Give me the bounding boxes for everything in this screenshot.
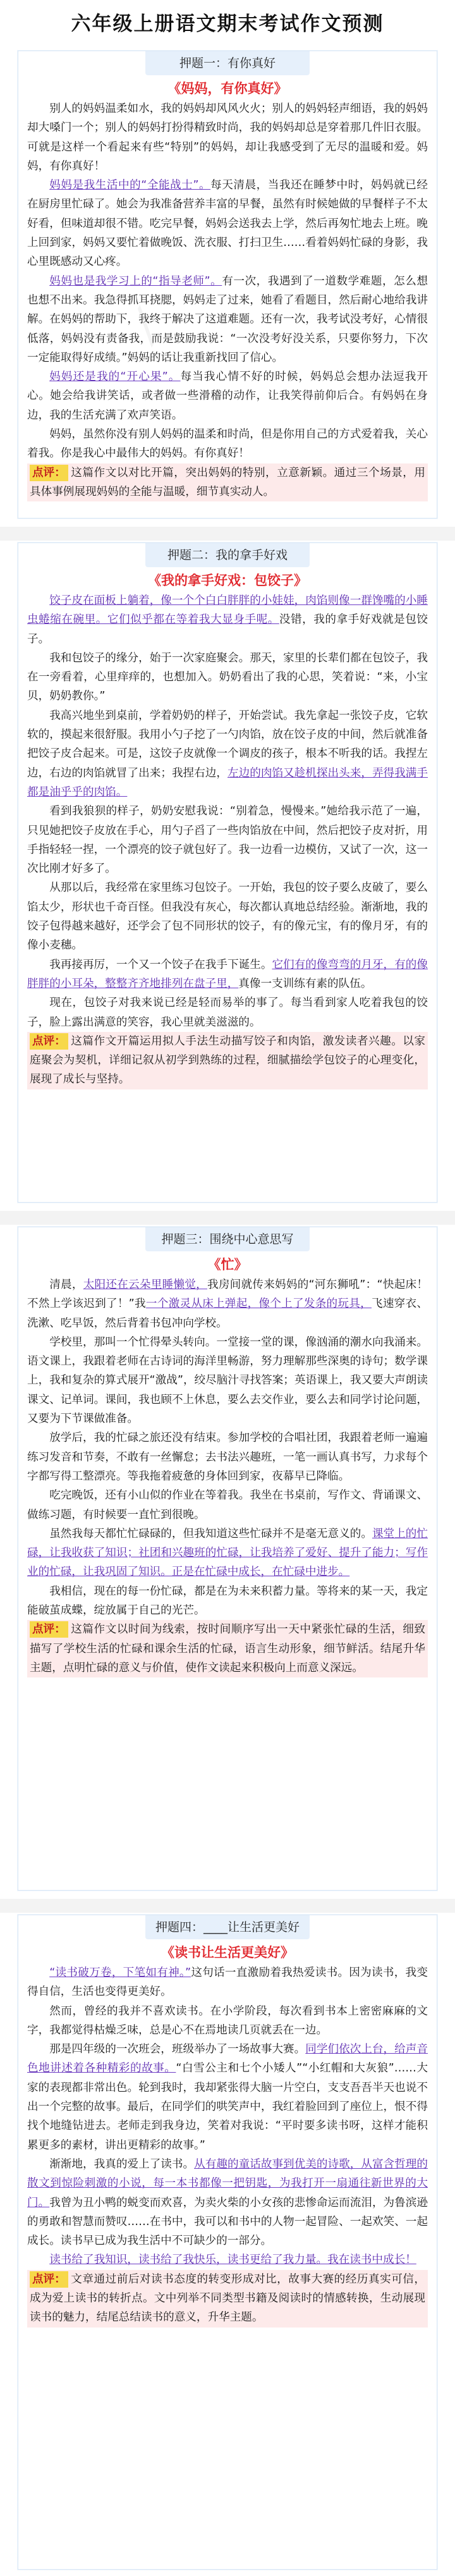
- page-title: 六年级上册语文期末考试作文预测: [71, 13, 384, 35]
- essay-body: [18, 1962, 437, 2334]
- paragraph: [27, 176, 428, 271]
- comment-text: 文章通过前后对读书态度的转变形成对比，故事大赛的经历真实可信，成为爱上读书的转折点。文中列举不同类型书籍及阅读时的情感转换，生动展现读书的魅力，结尾总结读书的意义，升华主题。: [30, 2272, 425, 2324]
- text-run: 我再接再厉，一个又一个饺子在我手下诞生。: [49, 958, 272, 971]
- essay-body: [18, 98, 437, 508]
- paragraph: [27, 2040, 428, 2155]
- highlighted-sentence: 课堂上的忙碌，让我收获了知识；社团和兴趣班的忙碌，让我培养了爱好、提升了能力；写作业的忙碌，让我巩固了知识。正是在忙碌中成长，在忙碌中进步。: [27, 1527, 428, 1579]
- text-run: “白雪公主和七个小矮人”“小红帽和大灰狼”……大家的表现都非常出色。轮到我时，我却紧张得大脑一片空白，支支吾吾半天也说不出一个完整的故事。最后，在同学们的哄笑声中，我红着脸回到了座位上，恨不得找个地缝钻进去。老师走到我身边，笑着对我说：“平时要多读书呀，这样才能积累更多的素材，讲出更精彩的故事。”: [27, 2062, 428, 2152]
- paragraph: [27, 706, 428, 802]
- paragraph: [27, 1963, 428, 2002]
- text-run: 没错，我的拿手好戏就是包饺子。: [27, 613, 428, 646]
- text-run: 然而，曾经的我并不喜欢读书。在小学阶段，每次看到书本上密密麻麻的文字，我都觉得枯燥乏味，总是心不在焉地读几页就丢在一边。: [27, 2004, 428, 2037]
- paragraph: [27, 993, 428, 1032]
- paragraph: [27, 99, 428, 176]
- text-run: 我房间就传来妈妈的“河东狮吼”：“快起床！不然上学该迟到了！”我: [27, 1279, 428, 1311]
- review-comment: [27, 463, 428, 502]
- text-run: 每当我心情不好的时候，妈妈总会想办法逗我开心。她会给我讲笑话，或者做一些滑稽的动作，让我笑得前仰后合。有妈妈在身边，我的生活充满了欢声笑语。: [27, 371, 428, 422]
- section-header: 押题二：我的拿手好戏: [145, 543, 310, 567]
- paragraph: [27, 878, 428, 955]
- paragraph: [27, 591, 428, 649]
- highlighted-sentence: 从有趣的童话故事到优美的诗歌，从富含哲理的散文到惊险刺激的小说，每一本书都像一把钥匙，为我打开一扇通往新世界的大门。: [27, 2157, 428, 2209]
- paragraph: [27, 1524, 428, 1582]
- text-run: 每天清晨，当我还在睡梦中时，妈妈就已经在厨房里忙碌了。她会为我准备营养丰富的早餐，虽然有时候她做的早餐样子不太好看，但味道却很不错。吃完早餐，妈妈会送我去上学，然后再匆忙地去上班。晚上回到家，妈妈又要忙着做晚饭、洗衣服、打扫卫生……看着妈妈忙碌的身影，我心里既感动又心疼。: [27, 179, 428, 269]
- highlighted-sentence: 一个激灵从床上弹起，像个上了发条的玩具，: [145, 1297, 372, 1311]
- comment-text: 这篇作文以对比开篇，突出妈妈的特别，立意新颖。通过三个场景，用具体事例展现妈妈的全能与温暖，细节真实动人。: [30, 466, 425, 498]
- review-comment: [27, 1032, 428, 1089]
- text-run: 清晨，: [49, 1279, 83, 1291]
- text-run: 别人的妈妈温柔如水，我的妈妈却风风火火；别人的妈妈轻声细语，我的妈妈却大嗓门一个；别人的妈妈打扮得精致时尚，我的妈妈却总是穿着那几件旧衣服。可就是这样一个看起来有些“特别”的妈妈，却让我感受到了无尽的温暖和爱。妈妈，有你真好！: [27, 102, 428, 173]
- paragraph: [27, 802, 428, 878]
- essay-body: [18, 590, 437, 1096]
- section-header: 押题一：有你真好: [145, 51, 310, 75]
- highlighted-sentence: 左边的肉馅又趁机探出头来，弄得我满手都是油乎乎的肉馅。: [27, 766, 428, 799]
- section-divider: [0, 1899, 455, 1913]
- essay-card-2: [18, 543, 437, 1203]
- section-header: 押题四：____让生活更美好: [145, 1915, 310, 1939]
- paragraph: [27, 2002, 428, 2040]
- comment-tag: 点评：: [30, 2271, 68, 2288]
- highlighted-sentence: 它们有的像弯弯的月牙，有的像胖胖的小耳朵，整整齐齐地排列在盘子里，: [27, 958, 428, 990]
- comment-tag: 点评：: [30, 1033, 68, 1050]
- comment-text: 这篇作文开篇运用拟人手法生动描写饺子和肉馅，激发读者兴趣。以家庭聚会为契机，详细记叙从初学到熟练的过程，细腻描绘学包饺子的心理变化，展现了成长与坚持。: [30, 1034, 425, 1086]
- text-run: 我曾为丑小鸭的蜕变而欢喜，为卖火柴的小女孩的悲惨命运而流泪，为鲁滨逊的勇敢和智慧而赞叹……在书中，我可以和书中的人物一起冒险、一起欢笑、一起成长。读书早已成为我生活中不可缺少的一部分。: [27, 2196, 428, 2248]
- highlighted-sentence: 读书给了我知识，读书给了我快乐，读书更给了我力量。我在读书中成长！: [49, 2254, 416, 2267]
- paragraph: [27, 1333, 428, 1428]
- text-run: 真像一支训练有素的队伍。: [238, 977, 372, 990]
- text-run: 看到我狼狈的样子，奶奶安慰我说：“别着急，慢慢来。”她给我示范了一遍，只见她把饺子皮放在手心，用勺子舀了一些肉馅放在中间，然后把饺子皮对折，用手指轻轻一捏，一个漂亮的饺子就包好了。我一边看一边模仿，又试了一次，这一次比刚才好多了。: [27, 805, 428, 876]
- text-run: 我高兴地坐到桌前，学着奶奶的样子，开始尝试。我先拿起一张饺子皮，它软软的，摸起来很舒服。我用小勺子挖了一勺肉馅，放在饺子皮的中间，然后就准备把饺子皮合起来。可是，这饺子皮就像一个调皮的孩子，根本不听我的话。我捏左边，右边的肉馅就冒了出来；我捏右边，: [27, 709, 428, 780]
- paragraph: [27, 1428, 428, 1486]
- essay-card-3: [18, 1227, 437, 1891]
- text-run: 从那以后，我经常在家里练习包饺子。一开始，我包的饺子要么皮破了，要么馅太少，形状也千奇百怪。但我没有灰心，每次都认真地总结经验。渐渐地，我的饺子包得越来越好，还学会了包不同形状的饺子，有的像元宝，有的像月牙，有的像小麦穗。: [27, 881, 428, 952]
- highlighted-sentence: 同学们依次上台，给声音色地讲述着各种精彩的故事。: [27, 2043, 428, 2075]
- paragraph: [27, 1582, 428, 1621]
- essay-subtitle: 《读书让生活更美好》: [161, 1945, 294, 1960]
- paragraph: [27, 1275, 428, 1333]
- highlighted-sentence: “读书破万卷，下笔如有神。”: [49, 1966, 191, 1979]
- comment-tag: 点评：: [30, 465, 68, 481]
- paragraph: [27, 367, 428, 425]
- text-run: 我和包饺子的缘分，始于一次家庭聚会。那天，家里的长辈们都在包饺子，我在一旁看着，心里痒痒的，也想加入。奶奶看出了我的心思，笑着说：“来，小宝贝，奶奶教你。”: [27, 651, 428, 703]
- text-run: 妈妈，虽然你没有别人妈妈的温柔和时尚，但是你用自己的方式爱着我，关心着我。你是我心中最伟大的妈妈。有你真好！: [27, 428, 428, 460]
- essay-card-4: [18, 1915, 437, 2570]
- text-run: 飞速穿衣、洗漱、吃早饭，然后背着书包冲向学校。: [27, 1297, 428, 1330]
- paragraph: [27, 1486, 428, 1524]
- review-comment: [27, 1620, 428, 1677]
- paragraph: [27, 649, 428, 706]
- section-divider: [0, 1211, 455, 1225]
- text-run: 放学后，我的忙碌之旅还没有结束。参加学校的合唱社团，我跟着老师一遍遍练习发音和节奏，不敢有一丝懈怠；去书法兴趣班，一笔一画认真书写，力求每个字都写得工整漂亮。等我拖着疲惫的身体回到家，夜幕早已降临。: [27, 1432, 428, 1483]
- text-run: 学校里，那叫一个忙得晕头转向。一堂接一堂的课，像汹涌的潮水向我涌来。语文课上，我跟着老师在古诗词的海洋里畅游，努力理解那些深奥的诗句；数学课上，我和复杂的算式展开“激战”，绞尽脑汁寻找答案；英语课上，我又要大声朗读课文、记单词。课间，我也顾不上休息，要么去交作业，要么去和同学讨论问题，又要为下节课做准备。: [27, 1335, 428, 1426]
- text-run: 这句话一直激励着我热爱读书。因为读书，我变得自信，生活也变得更美好。: [27, 1966, 428, 1999]
- text-run: 渐渐地，我真的爱上了读书。: [49, 2157, 195, 2171]
- essay-body: [18, 1274, 437, 1684]
- essay-subtitle: 《忙》: [207, 1257, 248, 1272]
- text-run: 吃完晚饭，还有小山似的作业在等着我。我坐在书桌前，写作文、背诵课文、做练习题，有时候要一直忙到很晚。: [27, 1489, 428, 1521]
- paragraph: [27, 955, 428, 994]
- text-run: 现在，包饺子对我来说已经是轻而易举的事了。每当看到家人吃着我包的饺子，脸上露出满意的笑容，我心里就美滋滋的。: [27, 997, 428, 1029]
- text-run: 我相信，现在的每一份忙碌，都是在为未来积蓄力量。等将来的某一天，我定能破茧成蝶，绽放属于自己的光芒。: [27, 1585, 428, 1617]
- paragraph: [27, 2155, 428, 2250]
- section-divider: [0, 527, 455, 541]
- paragraph: [27, 2250, 428, 2269]
- text-run: 虽然我每天都忙忙碌碌的，但我知道这些忙碌并不是毫无意义的。: [49, 1527, 372, 1540]
- review-comment: [27, 2270, 428, 2328]
- comment-tag: 点评：: [30, 1621, 68, 1638]
- essay-card-1: [18, 51, 437, 518]
- comment-text: 这篇作文以时间为线索，按时间顺序写出一天中紧张忙碌的生活，细致描写了学校生活的忙碌和课余生活的忙碌，语言生动形象，细节鲜活。结尾升华主题，点明忙碌的意义与价值，使作文读起来积极向上而意义深远。: [30, 1623, 425, 1674]
- section-header: 押题三：围绕中心意思写: [145, 1227, 310, 1251]
- highlighted-sentence: 妈妈是我生活中的“全能战士”。: [49, 179, 211, 192]
- paragraph: [27, 425, 428, 463]
- paragraph: [27, 272, 428, 367]
- highlighted-sentence: 妈妈也是我学习上的“指导老师”。: [49, 274, 222, 288]
- essay-subtitle: 《妈妈，有你真好》: [167, 81, 288, 96]
- highlighted-sentence: 饺子皮在面板上躺着，像一个个白白胖胖的小娃娃，肉馅则像一群馋嘴的小睡虫蜷缩在碗里。它们似乎都在等着我大显身手呢。: [27, 594, 428, 627]
- highlighted-sentence: 太阳还在云朵里睡懒觉，: [83, 1279, 207, 1291]
- text-run: 那是四年级的一次班会，班级举办了一场故事大赛。: [49, 2043, 306, 2056]
- text-run: 有一次，我遇到了一道数学难题，怎么想也想不出来。我急得抓耳挠腮，妈妈走了过来，她看了看题目，然后耐心地给我讲解。在妈妈的帮助下，我终于解决了这道难题。还有一次，我考试没考好，心情很低落，妈妈没有责备我，而是鼓励我说：“一次没考好没关系，只要你努力，下次一定能取得好成绩。”妈妈的话让我重新找回了信心。: [27, 274, 428, 364]
- essay-subtitle: 《我的拿手好戏：包饺子》: [148, 573, 307, 588]
- highlighted-sentence: 妈妈还是我的“开心果”。: [49, 371, 181, 384]
